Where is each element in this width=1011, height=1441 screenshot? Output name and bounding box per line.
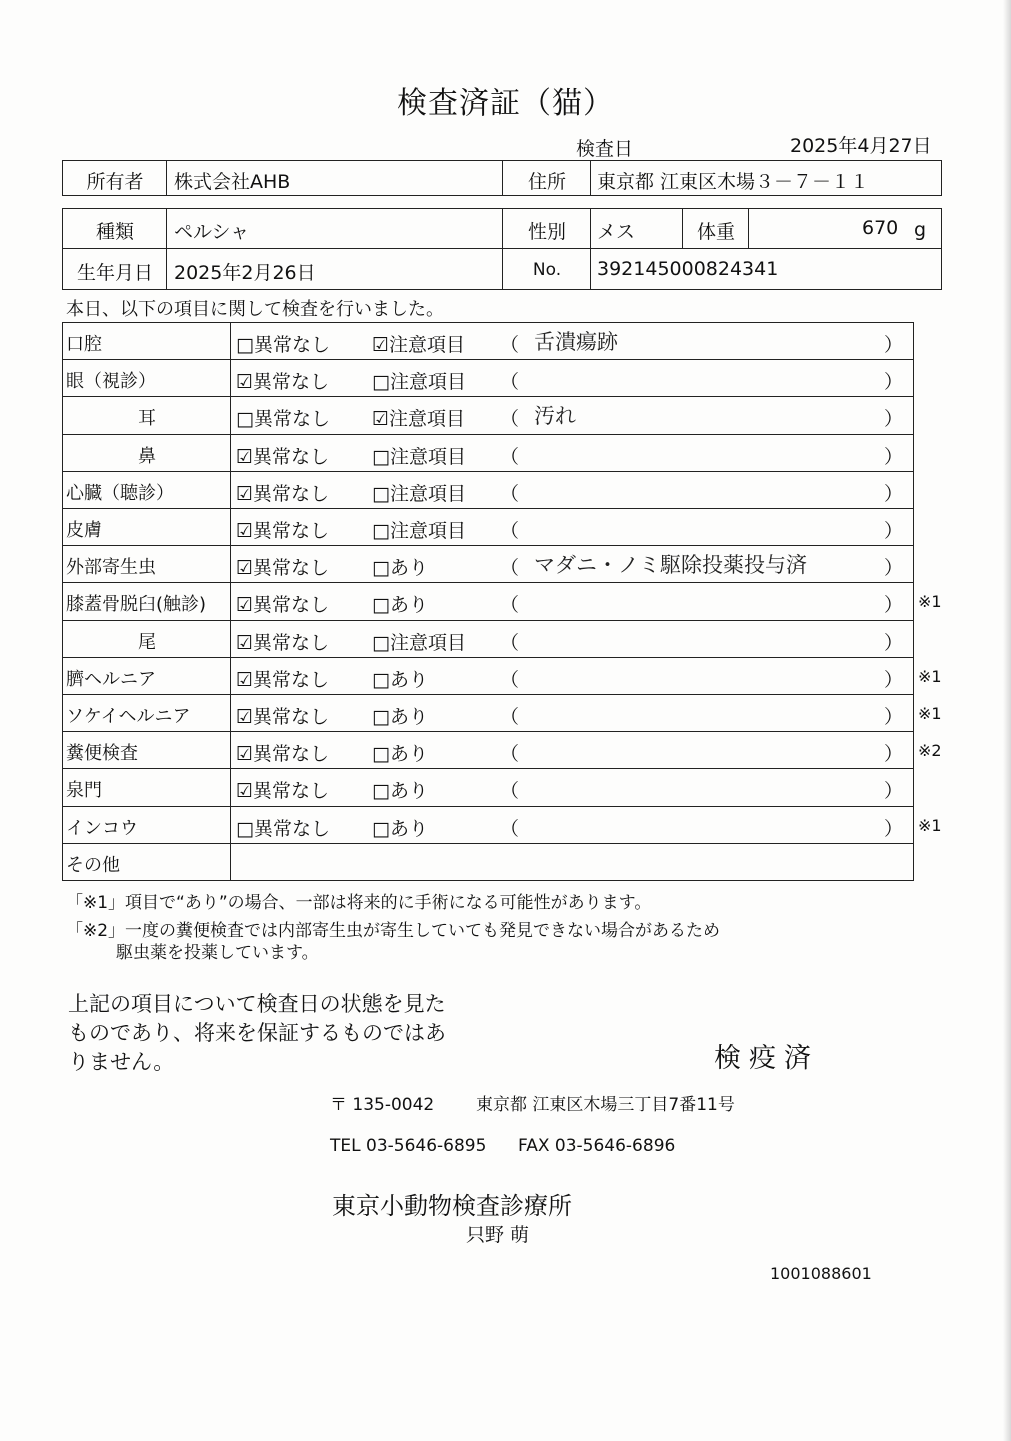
no-label: No. (532, 260, 562, 280)
breed-value: ペルシャ (174, 221, 250, 243)
attention-checkbox[interactable]: □注意項目 (372, 445, 466, 468)
footnote-2-line2: 駆虫薬を投薬しています。 (116, 943, 319, 963)
item-label: 外部寄生虫 (66, 557, 156, 579)
owner-label: 所有者 (86, 171, 144, 193)
no-value: 392145000824341 (597, 258, 779, 280)
item-note: 舌潰瘍跡 (534, 330, 618, 354)
paren-close: ） (884, 557, 904, 580)
attention-checkbox[interactable]: □注意項目 (372, 482, 466, 505)
sex-value: メス (597, 221, 636, 243)
attention-checkbox[interactable]: □あり (372, 743, 428, 766)
breed-label: 種類 (95, 221, 134, 243)
attention-checkbox[interactable]: □あり (372, 668, 428, 691)
paren-close: ） (884, 817, 904, 840)
normal-checkbox[interactable]: ☑異常なし (236, 631, 330, 654)
paren-close: ） (884, 445, 904, 468)
normal-checkbox[interactable]: ☑異常なし (236, 706, 330, 728)
attention-checkbox[interactable]: ☑注意項目 (372, 408, 466, 431)
normal-checkbox[interactable]: ☑異常なし (236, 668, 330, 691)
item-label: 皮膚 (66, 520, 102, 541)
paren-open: （ (500, 371, 520, 394)
paren-close: ） (884, 780, 904, 803)
normal-checkbox[interactable]: ☑異常なし (236, 594, 330, 617)
address-value: 東京都 江東区木場３－７－１１ (597, 171, 870, 193)
attention-checkbox[interactable]: □あり (372, 594, 428, 617)
item-label: 鼻 (138, 445, 156, 467)
inspection-date-value: 2025年4月27日 (790, 135, 932, 157)
clinic-tel: TEL 03-5646-6895 (330, 1136, 487, 1156)
birth-value: 2025年2月26日 (174, 262, 316, 284)
footnote-mark: ※1 (918, 666, 942, 686)
item-note: 汚れ (534, 404, 576, 429)
paren-open: （ (500, 482, 520, 505)
item-label: 膝蓋骨脱臼(触診) (66, 594, 207, 616)
birth-label: 生年月日 (76, 262, 153, 284)
paren-close: ） (884, 408, 904, 431)
paren-open: （ (500, 408, 520, 431)
normal-checkbox[interactable]: ☑異常なし (236, 520, 330, 542)
paren-close: ） (884, 482, 904, 505)
item-label: 尾 (138, 631, 156, 653)
normal-checkbox[interactable]: ☑異常なし (236, 780, 330, 803)
paren-open: （ (500, 817, 520, 840)
item-label: ソケイヘルニア (66, 706, 191, 727)
attention-checkbox[interactable]: □あり (372, 780, 428, 803)
clinic-address: 東京都 江東区木場三丁目7番11号 (476, 1095, 735, 1115)
item-label: 口腔 (66, 334, 102, 355)
weight-label: 体重 (696, 221, 735, 243)
disclaimer-statement: 上記の項目について検査日の状態を見たものであり、将来を保証するものではありません。 (68, 992, 446, 1074)
paren-open: （ (500, 706, 520, 728)
footnote-mark: ※1 (918, 704, 942, 723)
attention-checkbox[interactable]: □注意項目 (372, 371, 466, 394)
attention-checkbox[interactable]: □注意項目 (372, 631, 466, 654)
weight-unit: g (914, 219, 927, 241)
paren-open: （ (500, 445, 520, 468)
intro-text: 本日、以下の項目に関して検査を行いました。 (66, 299, 444, 320)
paren-close: ） (884, 706, 904, 728)
normal-checkbox[interactable]: ☑異常なし (236, 445, 330, 468)
clinic-fax: FAX 03-5646-6896 (518, 1136, 676, 1156)
footnote-2-line1: 「※2」一度の糞便検査では内部寄生虫が寄生していても発見できない場合があるため (66, 921, 721, 941)
attention-checkbox[interactable]: □注意項目 (372, 520, 466, 542)
paren-close: ） (884, 371, 904, 394)
clinic-person: 只野 萌 (466, 1224, 530, 1246)
normal-checkbox[interactable]: ☑異常なし (236, 371, 330, 394)
item-label: 糞便検査 (66, 743, 138, 765)
inspection-date-label: 検査日 (576, 138, 634, 160)
footnote-1: 「※1」項目で“あり”の場合、一部は将来的に手術になる可能性があります。 (66, 893, 652, 913)
paren-close: ） (884, 631, 904, 654)
normal-checkbox[interactable]: □異常なし (236, 817, 330, 840)
paren-close: ） (884, 594, 904, 617)
paren-open: （ (500, 668, 520, 691)
item-label: その他 (66, 854, 120, 876)
paren-open: （ (500, 743, 520, 766)
document-title: 検査済証（猫） (397, 86, 614, 121)
normal-checkbox[interactable]: □異常なし (236, 334, 330, 356)
weight-value: 670 (862, 217, 899, 239)
normal-checkbox[interactable]: ☑異常なし (236, 557, 330, 580)
item-label: インコウ (66, 817, 138, 839)
paren-open: （ (500, 520, 520, 542)
paren-open: （ (500, 557, 520, 580)
paren-open: （ (500, 594, 520, 617)
item-label: 眼（視診） (66, 371, 156, 393)
paren-close: ） (884, 668, 904, 691)
paren-close: ） (884, 743, 904, 766)
normal-checkbox[interactable]: ☑異常なし (236, 743, 330, 766)
item-note: マダニ・ノミ駆除投薬投与済 (534, 553, 807, 578)
paren-open: （ (500, 631, 520, 654)
clinic-name: 東京小動物検査診療所 (332, 1192, 572, 1220)
quarantine-stamp: 検疫済 (714, 1043, 819, 1074)
attention-checkbox[interactable]: □あり (372, 557, 428, 580)
page-edge-shadow (1003, 0, 1011, 1441)
item-label: 耳 (138, 408, 156, 430)
sex-label: 性別 (527, 221, 566, 243)
attention-checkbox[interactable]: □あり (372, 817, 428, 840)
footnote-mark: ※2 (918, 741, 942, 761)
address-label: 住所 (527, 171, 566, 193)
owner-value: 株式会社AHB (174, 171, 291, 193)
attention-checkbox[interactable]: □あり (372, 706, 428, 728)
item-label: 臍ヘルニア (66, 668, 156, 690)
item-label: 心臓（聴診） (66, 482, 174, 504)
footnote-mark: ※1 (918, 815, 942, 835)
paren-open: （ (500, 780, 520, 803)
paren-open: （ (500, 334, 520, 356)
normal-checkbox[interactable]: ☑異常なし (236, 482, 330, 505)
footnote-mark: ※1 (918, 592, 942, 612)
attention-checkbox[interactable]: ☑注意項目 (372, 334, 466, 356)
paren-close: ） (884, 520, 904, 542)
item-label: 泉門 (66, 780, 102, 802)
paren-close: ） (884, 334, 904, 356)
normal-checkbox[interactable]: □異常なし (236, 408, 330, 431)
serial-number: 1001088601 (770, 1264, 872, 1283)
clinic-postal: 〒 135-0042 (330, 1095, 435, 1115)
